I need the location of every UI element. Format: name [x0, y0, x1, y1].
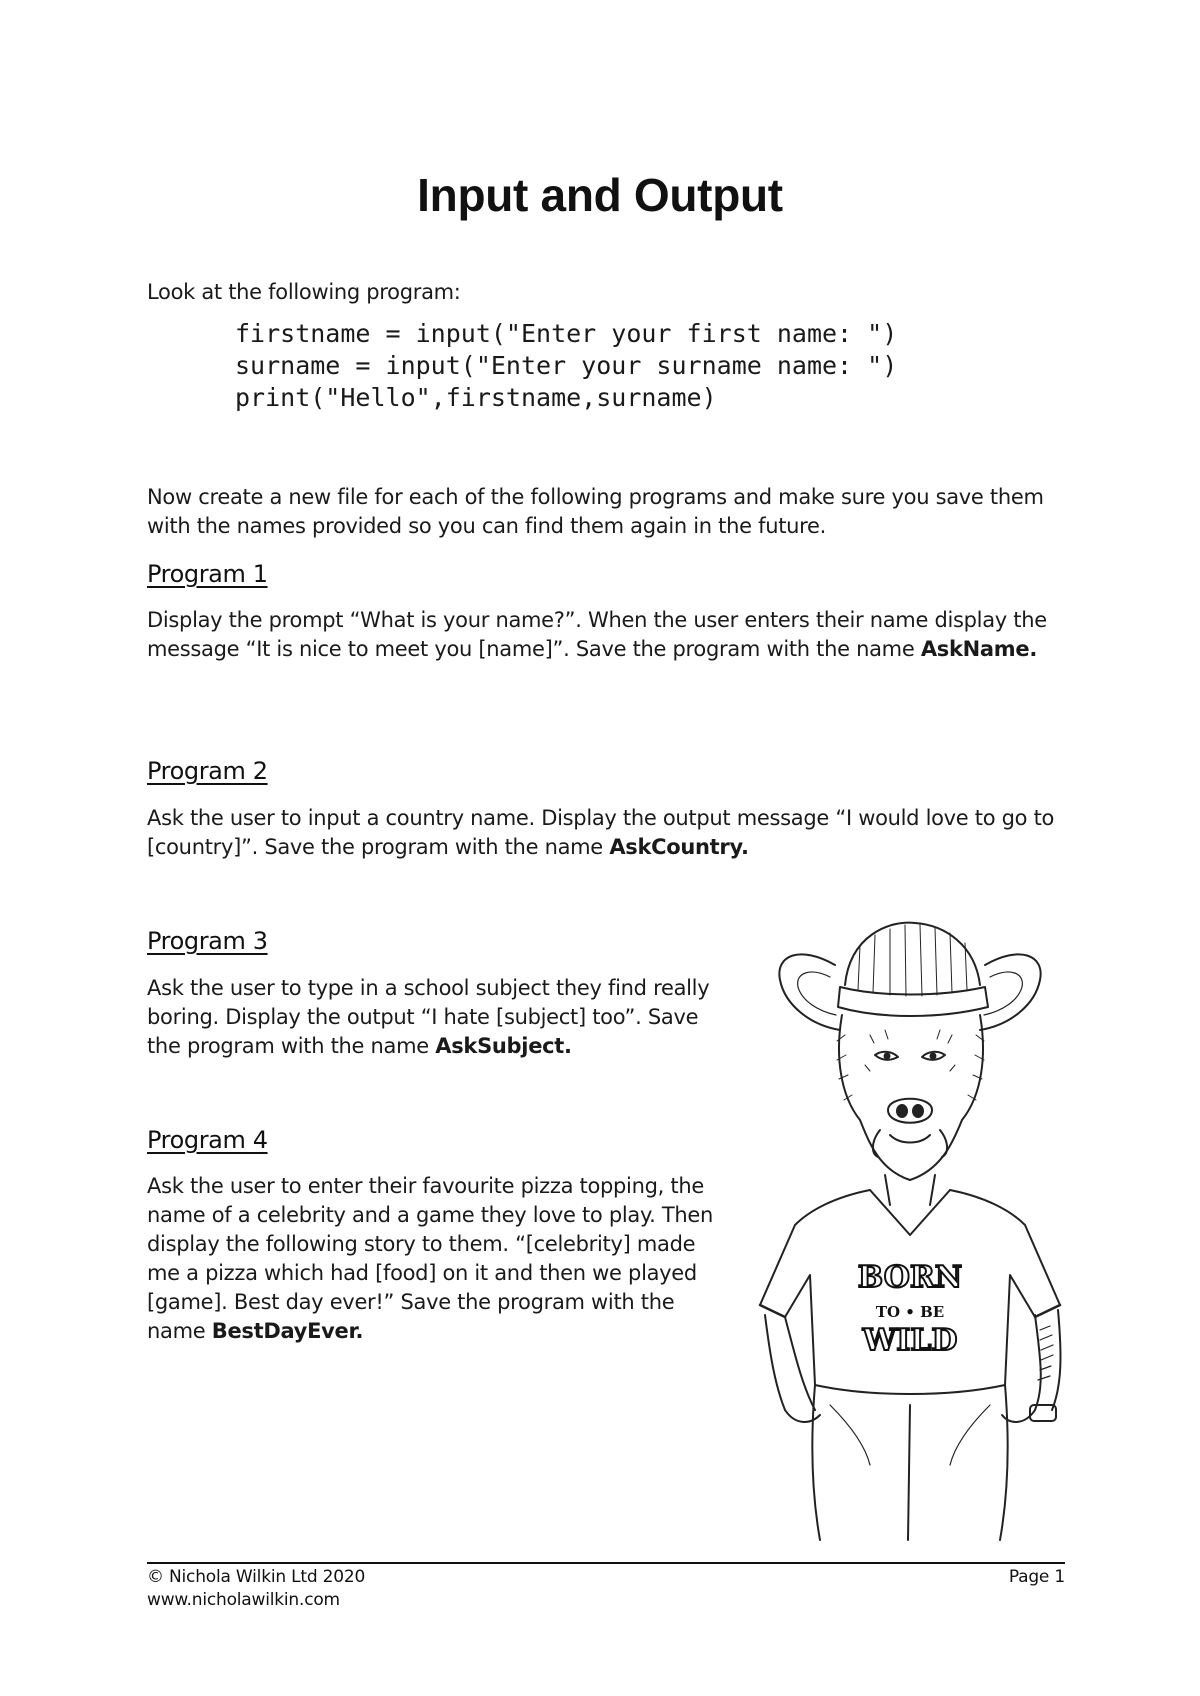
collar	[870, 1190, 950, 1235]
boar-illustration	[740, 905, 1080, 1545]
program-1-filename: AskName	[920, 637, 1030, 661]
page-title: Input and Output	[417, 169, 783, 221]
shirt-slogan-wild: WILD	[862, 1323, 958, 1358]
footer-left	[147, 1566, 365, 1612]
instructions-text: Now create a new file for each of the following programs and make sure you save them with the names provided so you can find them again in the future.	[147, 485, 1044, 538]
code-block	[235, 318, 897, 414]
program-3-description	[147, 974, 727, 1061]
footer-rule	[147, 1562, 1065, 1564]
program-3-text: Ask the user to type in a school subject they find really boring. Display the output “I hate [subject] too”. Save the program with the name	[147, 976, 710, 1058]
program-1-period: .	[1029, 637, 1038, 661]
program-2-filename: AskCountry	[609, 835, 741, 859]
snout	[888, 1099, 932, 1123]
program-4-heading: Program 4	[147, 1126, 268, 1154]
page-number: Page 1	[1008, 1567, 1065, 1587]
program-2-description	[147, 804, 1067, 862]
right-ear	[980, 954, 1041, 1030]
shirt-slogan-born: BORN	[857, 1260, 963, 1295]
program-1-description	[147, 606, 1067, 664]
jeans	[812, 1385, 1007, 1540]
program-4-description	[147, 1172, 727, 1346]
boar-head	[839, 1015, 983, 1180]
code-line: firstname = input("Enter your first name: ")	[235, 319, 898, 348]
beanie	[845, 923, 980, 985]
program-2-period: .	[740, 835, 749, 859]
shirt-slogan-to-be: TO • BE	[875, 1303, 945, 1321]
program-2-text: Ask the user to input a country name. Display the output message “I would love to go to [country]”. Save the program with the name	[147, 806, 1055, 859]
intro-text: Look at the following program:	[147, 280, 461, 304]
program-2-heading: Program 2	[147, 757, 268, 785]
program-4-period: .	[355, 1319, 364, 1343]
program-1-text: Display the prompt “What is your name?”. When the user enters their name display the message “It is nice to meet you [name]”. Save the program with the name	[147, 608, 1047, 661]
code-line: print("Hello",firstname,surname)	[235, 383, 717, 412]
program-3-filename: AskSubject	[435, 1034, 565, 1058]
left-ear	[779, 954, 840, 1030]
program-1-heading: Program 1	[147, 560, 268, 588]
code-line: surname = input("Enter your surname name: ")	[235, 351, 898, 380]
program-4-text: Ask the user to enter their favourite pizza topping, the name of a celebrity and a game they love to play. Then display the following story to them. “[celebrity] made me a pizza which had [food] on it and then we played [game]. Best day ever!” Save the program with the name	[147, 1174, 714, 1343]
footer-website: www.nicholawilkin.com	[147, 1590, 340, 1610]
program-4-filename: BestDayEver	[211, 1319, 356, 1343]
program-3-heading: Program 3	[147, 927, 268, 955]
footer-copyright: © Nichola Wilkin Ltd 2020	[147, 1567, 366, 1587]
program-3-period: .	[564, 1034, 572, 1058]
